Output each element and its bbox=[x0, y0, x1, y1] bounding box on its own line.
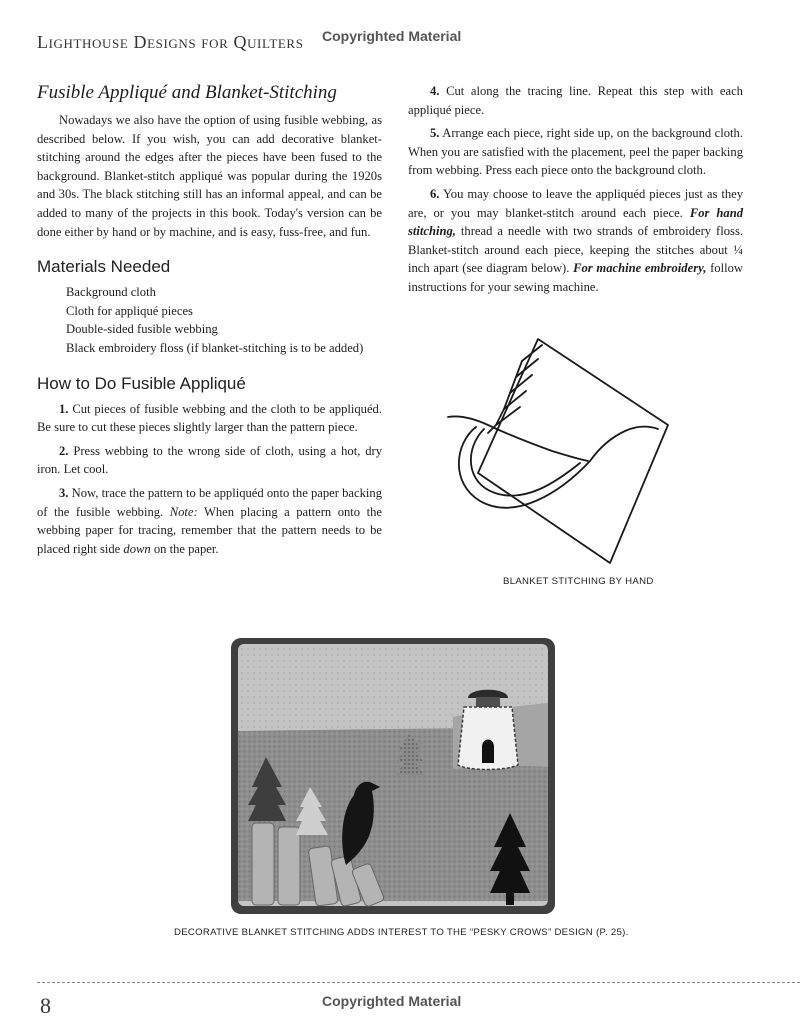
note-label: Note: bbox=[169, 504, 198, 519]
step-text: on the paper. bbox=[153, 541, 219, 556]
step-number: 3. bbox=[59, 485, 69, 500]
step-number: 1. bbox=[59, 401, 69, 416]
materials-item: Cloth for appliqué pieces bbox=[66, 303, 193, 318]
step-1 bbox=[37, 400, 382, 437]
step-text: Cut along the tracing line. Repeat this step with each appliqué piece. bbox=[408, 84, 743, 117]
step-5 bbox=[408, 124, 743, 180]
right-column bbox=[408, 82, 743, 302]
step-text: Press webbing to the wrong side of cloth, using a hot, dry iron. Let cool. bbox=[37, 443, 382, 477]
step-4 bbox=[408, 82, 743, 119]
step-number: 2. bbox=[59, 443, 69, 458]
step-6 bbox=[408, 185, 743, 297]
step-text: Now, trace the pattern to be appliquéd onto the paper backing of the fusible webbing. bbox=[37, 485, 382, 519]
step-text: Arrange each piece, right side up, on the background cloth. When you are satisfied with the placement, peel the paper backing from webbing. Press each piece onto the background cloth. bbox=[408, 126, 743, 178]
machine-embroidery-label: For machine embroidery, bbox=[573, 261, 707, 276]
step-text: You may choose to leave the appliquéd pieces just as they are, or you may blanket-stitch around each piece. bbox=[408, 186, 744, 220]
fabric-piece bbox=[478, 339, 668, 563]
materials-list bbox=[66, 283, 382, 357]
materials-heading: Materials Needed bbox=[37, 257, 171, 277]
pesky-crows-quilt-photo bbox=[228, 635, 558, 917]
page-number: 8 bbox=[40, 993, 51, 1018]
footer-rule bbox=[37, 982, 800, 983]
emphasis: down bbox=[123, 541, 151, 556]
running-head: Lighthouse Designs for Quilters bbox=[37, 32, 304, 52]
materials-item: Background cloth bbox=[66, 285, 156, 300]
step-2 bbox=[37, 442, 382, 479]
diagram-caption: BLANKET STITCHING BY HAND bbox=[503, 576, 654, 587]
section-title: Fusible Appliqué and Blanket-Stitching bbox=[37, 82, 337, 103]
step-number: 6. bbox=[430, 186, 440, 201]
howto-heading: How to Do Fusible Appliqué bbox=[37, 373, 246, 393]
materials-item: Double-sided fusible webbing bbox=[66, 322, 218, 337]
photo-caption: DECORATIVE BLANKET STITCHING ADDS INTEREST TO THE “PESKY CROWS” DESIGN (P. 25). bbox=[174, 927, 629, 938]
step-text: When placing a pattern onto the webbing paper for tracing, remember that the pattern needs to be placed right side bbox=[37, 504, 382, 556]
watermark-top: Copyrighted Material bbox=[322, 28, 462, 44]
blanket-stitch-diagram bbox=[440, 333, 680, 568]
intro-paragraph: Nowadays we also have the option of using fusible webbing, as described below. If you wish, you can add decorative blanket-stitching around the edges after the pieces have been fused to the background. Blanket-stitch appliqué was popular during the 1920s and 30s. The black stitching still has an informal appeal, and can be added to many of the projects in this book. Today's version can be done either by hand or by machine, and is easy, fuss-free, and fun. bbox=[37, 113, 382, 239]
step-text: Cut pieces of fusible webbing and the cloth to be appliquéd. Be sure to cut these pieces slightly larger than the pattern piece. bbox=[37, 401, 382, 435]
step-text: thread a needle with two strands of embroidery floss. Blanket-stitch around each piece, keeping the stitches about ¼ inch apart (see diagram below). bbox=[408, 224, 743, 276]
step-number: 5. bbox=[430, 126, 440, 141]
left-column bbox=[37, 80, 382, 563]
step-number: 4. bbox=[430, 84, 440, 98]
step-text: follow instructions for your sewing machine. bbox=[408, 261, 743, 294]
hand-stitching-label: For hand stitching, bbox=[408, 205, 744, 239]
step-3 bbox=[37, 484, 382, 558]
needle-thread bbox=[448, 416, 588, 461]
thread-loop bbox=[459, 427, 658, 508]
materials-item: Black embroidery floss (if blanket-stitching is to be added) bbox=[66, 340, 364, 355]
watermark-bottom: Copyrighted Material bbox=[322, 993, 462, 1009]
